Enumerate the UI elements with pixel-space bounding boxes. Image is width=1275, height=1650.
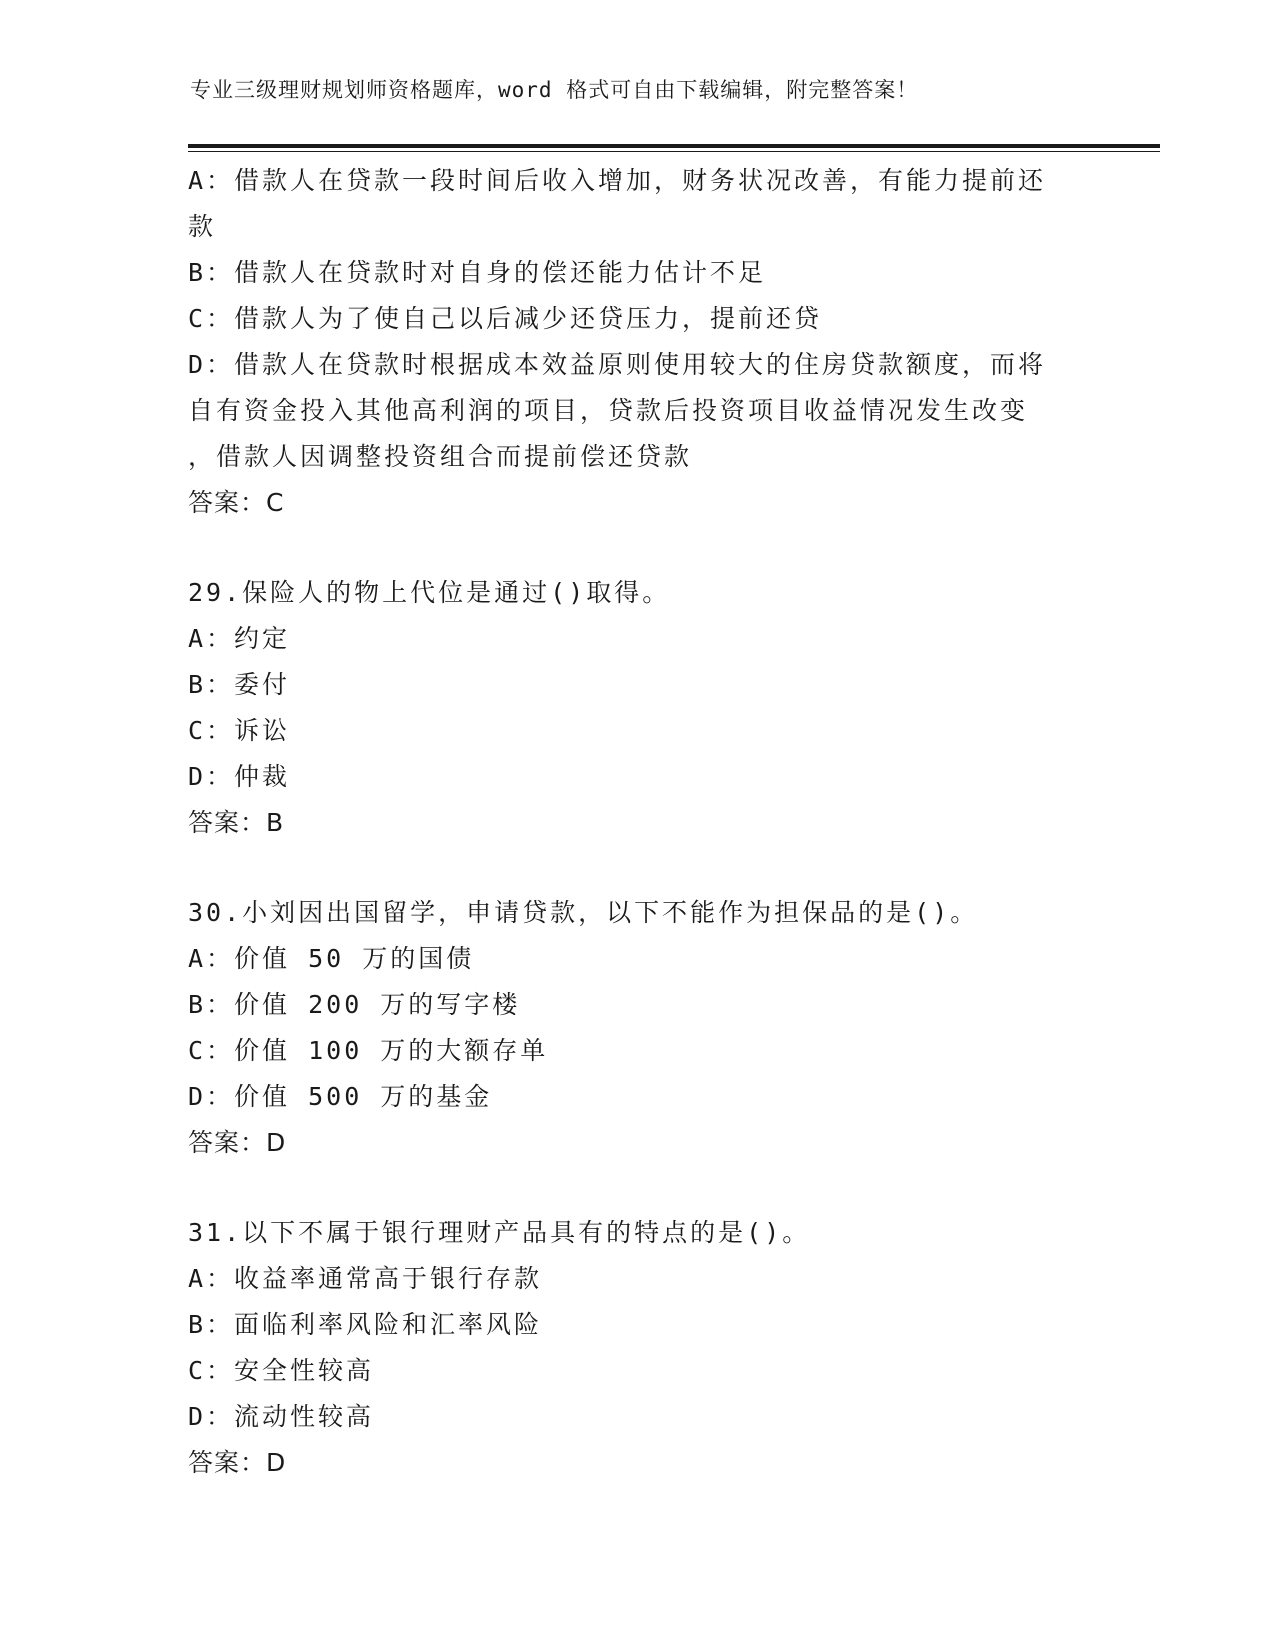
q31-answer: 答案：D [188, 1448, 287, 1477]
q31-option-d: D：流动性较高 [188, 1402, 375, 1431]
q30-option-c: C：价值 100 万的大额存单 [188, 1036, 549, 1065]
q28-option-a-line1: A：借款人在贷款一段时间后收入增加，财务状况改善，有能力提前还 [188, 166, 1047, 195]
header-rule-thin [188, 151, 1160, 152]
q28-option-a-line2: 款 [188, 212, 217, 241]
question-29 [188, 570, 1088, 846]
q31-option-c: C：安全性较高 [188, 1356, 375, 1385]
q28-option-d-line1: D：借款人在贷款时根据成本效益原则使用较大的住房贷款额度，而将 [188, 350, 1047, 379]
q29-question: 29.保险人的物上代位是通过()取得。 [188, 578, 671, 607]
q29-option-a: A：约定 [188, 624, 291, 653]
q31-option-b: B：面临利率风险和汇率风险 [188, 1310, 543, 1339]
q30-option-a: A：价值 50 万的国债 [188, 944, 475, 973]
q30-answer: 答案：D [188, 1128, 287, 1157]
question-30 [188, 890, 1088, 1166]
q28-option-d-line2: 自有资金投入其他高利润的项目，贷款后投资项目收益情况发生改变 [188, 396, 1029, 425]
q28-option-c: C：借款人为了使自己以后减少还贷压力，提前还贷 [188, 304, 823, 333]
q31-question: 31.以下不属于银行理财产品具有的特点的是()。 [188, 1218, 811, 1247]
q28-answer: 答案：C [188, 488, 285, 517]
header-rule-thick [188, 144, 1160, 148]
q28-option-b: B：借款人在贷款时对自身的偿还能力估计不足 [188, 258, 767, 287]
page-header: 专业三级理财规划师资格题库，word 格式可自由下载编辑，附完整答案！ [190, 78, 919, 102]
q30-option-d: D：价值 500 万的基金 [188, 1082, 493, 1111]
q29-option-c: C：诉讼 [188, 716, 291, 745]
q29-answer: 答案：B [188, 808, 285, 837]
question-content [188, 158, 1088, 1486]
q30-option-b: B：价值 200 万的写字楼 [188, 990, 521, 1019]
question-31 [188, 1210, 1088, 1486]
q30-question: 30.小刘因出国留学，申请贷款，以下不能作为担保品的是()。 [188, 898, 979, 927]
q31-option-a: A：收益率通常高于银行存款 [188, 1264, 543, 1293]
q29-option-d: D：仲裁 [188, 762, 291, 791]
question-28 [188, 158, 1088, 526]
q28-option-d-line3: ，借款人因调整投资组合而提前偿还贷款 [188, 442, 693, 471]
q29-option-b: B：委付 [188, 670, 291, 699]
